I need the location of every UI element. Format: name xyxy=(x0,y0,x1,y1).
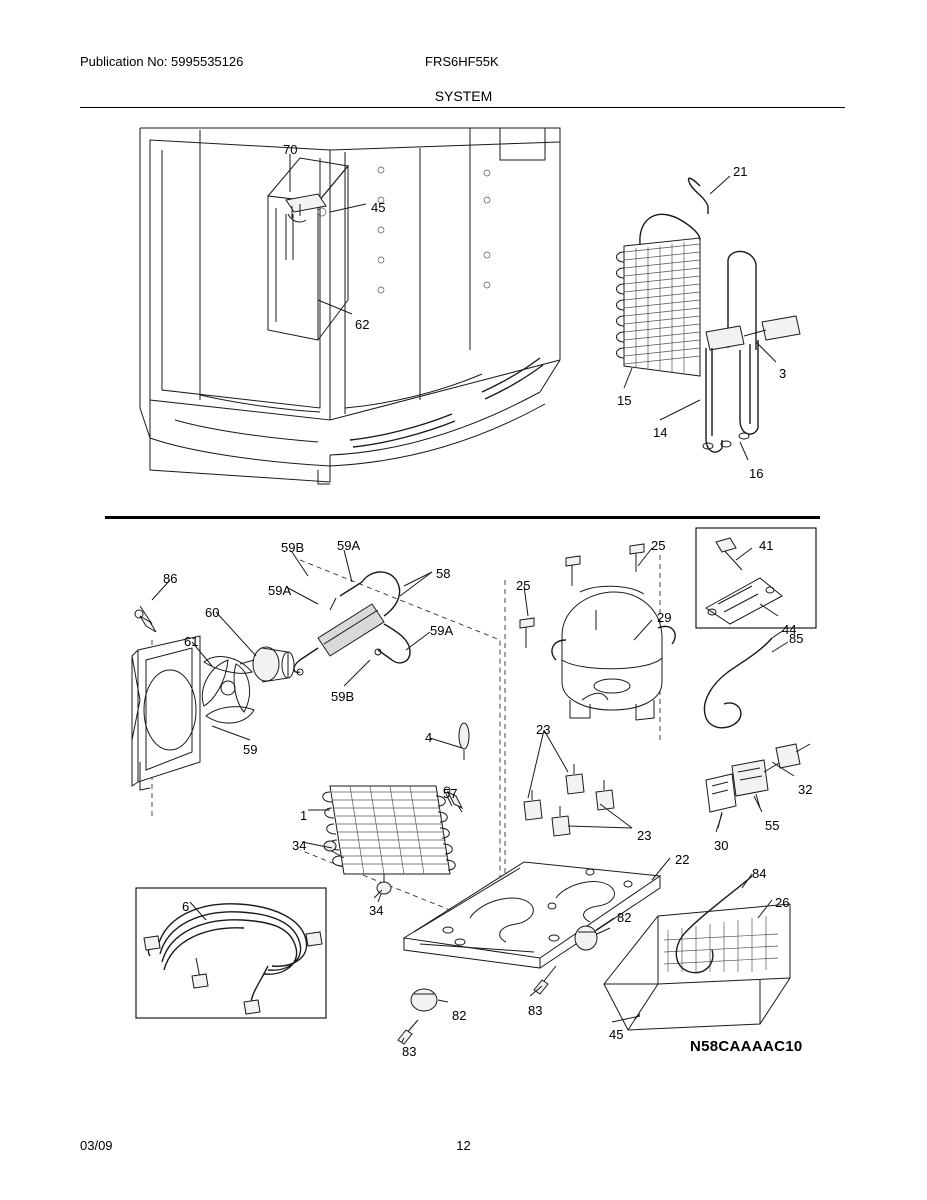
callout-23-a: 23 xyxy=(536,722,551,737)
inset-box-tubing xyxy=(136,888,326,1018)
page-title: SYSTEM xyxy=(434,88,493,104)
callout-45-upper: 45 xyxy=(371,200,386,215)
callout-84: 84 xyxy=(752,866,767,881)
callout-55: 55 xyxy=(765,818,780,833)
callout-62: 62 xyxy=(355,317,370,332)
footer-date: 03/09 xyxy=(80,1138,113,1153)
callout-59a-c: 59A xyxy=(430,623,454,638)
callout-59a-b: 59A xyxy=(268,583,292,598)
callout-59b-b: 59B xyxy=(331,689,355,704)
callout-70: 70 xyxy=(283,142,298,157)
inset-box-brackets xyxy=(696,528,816,628)
cabinet-outline xyxy=(140,128,560,484)
callout-82-b: 82 xyxy=(452,1008,467,1023)
drain-tray xyxy=(604,876,790,1030)
callout-6: 6 xyxy=(182,899,190,914)
callout-32: 32 xyxy=(798,782,813,797)
compressor xyxy=(552,586,675,720)
callout-14: 14 xyxy=(653,425,668,440)
callout-16: 16 xyxy=(749,466,764,481)
suction-line-assembly xyxy=(294,572,410,675)
callout-83-b: 83 xyxy=(402,1044,417,1059)
callout-83-a: 83 xyxy=(528,1003,543,1018)
callout-34-b: 34 xyxy=(369,903,384,918)
callout-22: 22 xyxy=(675,852,690,867)
callout-3: 3 xyxy=(779,366,787,381)
callout-34-a: 34 xyxy=(292,838,307,853)
callout-45-lower: 45 xyxy=(609,1027,624,1042)
callout-86: 86 xyxy=(163,571,178,586)
callout-44: 44 xyxy=(782,622,797,637)
condenser-fan-assembly xyxy=(132,606,294,790)
callout-25-a: 25 xyxy=(651,538,666,553)
model-number: FRS6HF55K xyxy=(425,54,499,69)
ice-maker-assembly xyxy=(268,158,348,340)
callout-82-a: 82 xyxy=(617,910,632,925)
callout-15: 15 xyxy=(617,393,632,408)
callout-59a-a: 59A xyxy=(337,538,361,553)
callout-25-b: 25 xyxy=(516,578,531,593)
condenser-coil xyxy=(323,786,456,902)
callout-59b-a: 59B xyxy=(281,540,305,555)
callout-58: 58 xyxy=(436,566,451,581)
diagram-code: N58CAAAAC10 xyxy=(690,1038,803,1055)
callout-60: 60 xyxy=(205,605,220,620)
callout-26: 26 xyxy=(775,895,790,910)
callout-61: 61 xyxy=(184,634,199,649)
callout-4: 4 xyxy=(425,730,433,745)
callout-57: 57 xyxy=(443,786,458,801)
publication-number: Publication No: 5995535126 xyxy=(80,54,244,69)
callout-21: 21 xyxy=(733,164,748,179)
tubing-and-sensors xyxy=(688,178,800,452)
callout-1: 1 xyxy=(300,808,308,823)
evaporator-coil xyxy=(617,214,701,376)
callout-23-b: 23 xyxy=(637,828,652,843)
callout-41: 41 xyxy=(759,538,774,553)
callout-85: 85 xyxy=(789,631,804,646)
footer-page-number: 12 xyxy=(456,1138,471,1153)
callout-59: 59 xyxy=(243,742,258,757)
tube-85 xyxy=(704,630,784,728)
callout-29: 29 xyxy=(657,610,672,625)
compressor-grommets xyxy=(524,764,614,836)
callout-30: 30 xyxy=(714,838,729,853)
